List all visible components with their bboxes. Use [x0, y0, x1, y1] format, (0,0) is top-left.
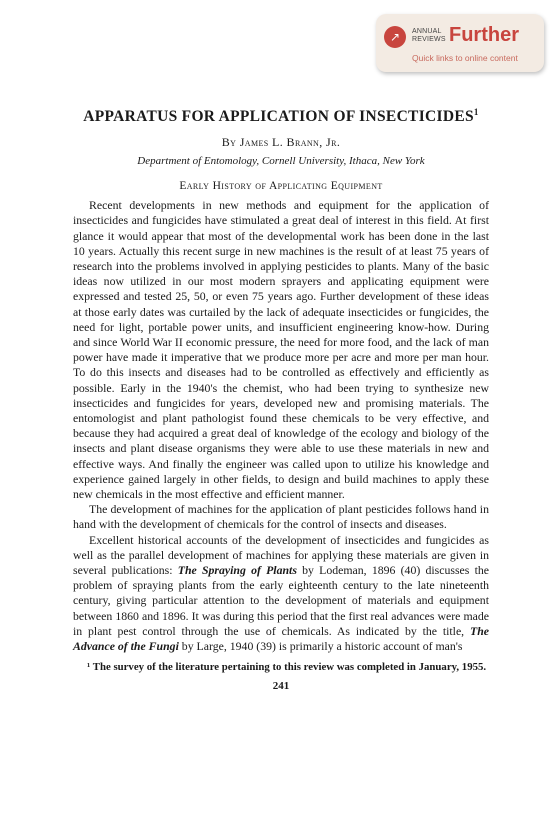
affiliation: Department of Entomology, Cornell University, Ithaca, New York	[137, 155, 425, 168]
author-line: By James L. Brann, Jr.	[221, 135, 341, 150]
page-number: 241	[272, 680, 290, 693]
badge-subtitle: Quick links to online content	[412, 53, 518, 63]
article-title: APPARATUS FOR APPLICATION OF INSECTICIDES$^1$	[83, 107, 479, 126]
article-page	[73, 102, 489, 692]
paragraph-3: Excellent historical accounts of the development of insecticides and fungicides as well as the parallel development of machines for applying these materials are given in several publications: The Spraying of Plants by Lodeman, 1896 (40) discusses the problem of spraying plants from the early eighteenth century to the late nineteenth century, giving particular attention to the development of materials and equipment between 1860 and 1896. It was during this period that the first real advances were made in plant pest control through the use of chemicals. As indicated by the title, The Advance of the Fungi by Large, 1940 (39) is primarily a historic account of man's	[73, 532, 489, 654]
title-footnote-mark[interactable]: 1	[473, 107, 479, 117]
article-body	[73, 198, 489, 654]
paragraph-1: Recent developments in new methods and equipment for the application of insecticides and fungicides have stimulated a great deal of interest in this field. At first glance it would appear that most of the developmental work has been done in the last 10 years. Actually this recent surge in new machines is the result of at least 75 years of research into the problems involved in applying pesticides to plants. Many of the basic ideas now utilized in our most modern sprayers and applicating equipment were expressed and tested 25, 50, or even 75 years ago. Further development of these ideas at those early dates was curtailed by the lack of adequate insecticides or fungicides, the need for light, portable power units, and insufficient engineering know-how. During and since World War II economic pressure, the need for more food, and the lack of man power have made it imperative that we produce more per acre and more per man hour. To do this insects and diseases had to be controlled as effectively and efficiently as possible. Early in the 1940's the chemist, who had been trying to synthesize new insecticides and fungicides for years, developed new and promising materials. The entomologist and plant pathologist found these chemicals to be very effective, and because they had acquired a great deal of knowledge of the ecology and biology of the insects and plant disease organisms they were able to use these materials in new and effective ways. And finally the engineer was called upon to utilize his knowledge and experience gained largely in other fields, to design and build machines to apply these new chemicals in the most effective and efficient manner.	[73, 198, 489, 502]
annual-reviews-logo: ANNUAL REVIEWS	[412, 28, 446, 43]
section-heading: Early History of Applicating Equipment	[179, 180, 383, 193]
book-title-fungi: The Advance of the Fungi	[73, 623, 489, 654]
paragraph-2: The development of machines for the application of plant pesticides follows hand in hand with the development of chemicals for the control of insects and diseases.	[73, 502, 489, 532]
footnote: ¹ The survey of the literature pertaining to this review was completed in January, 1955.	[87, 661, 487, 674]
further-wordmark: Further	[449, 24, 519, 46]
book-title-spraying: The Spraying of Plants	[177, 563, 297, 578]
further-badge[interactable]	[376, 14, 544, 72]
arrow-icon: ↗	[384, 26, 406, 48]
